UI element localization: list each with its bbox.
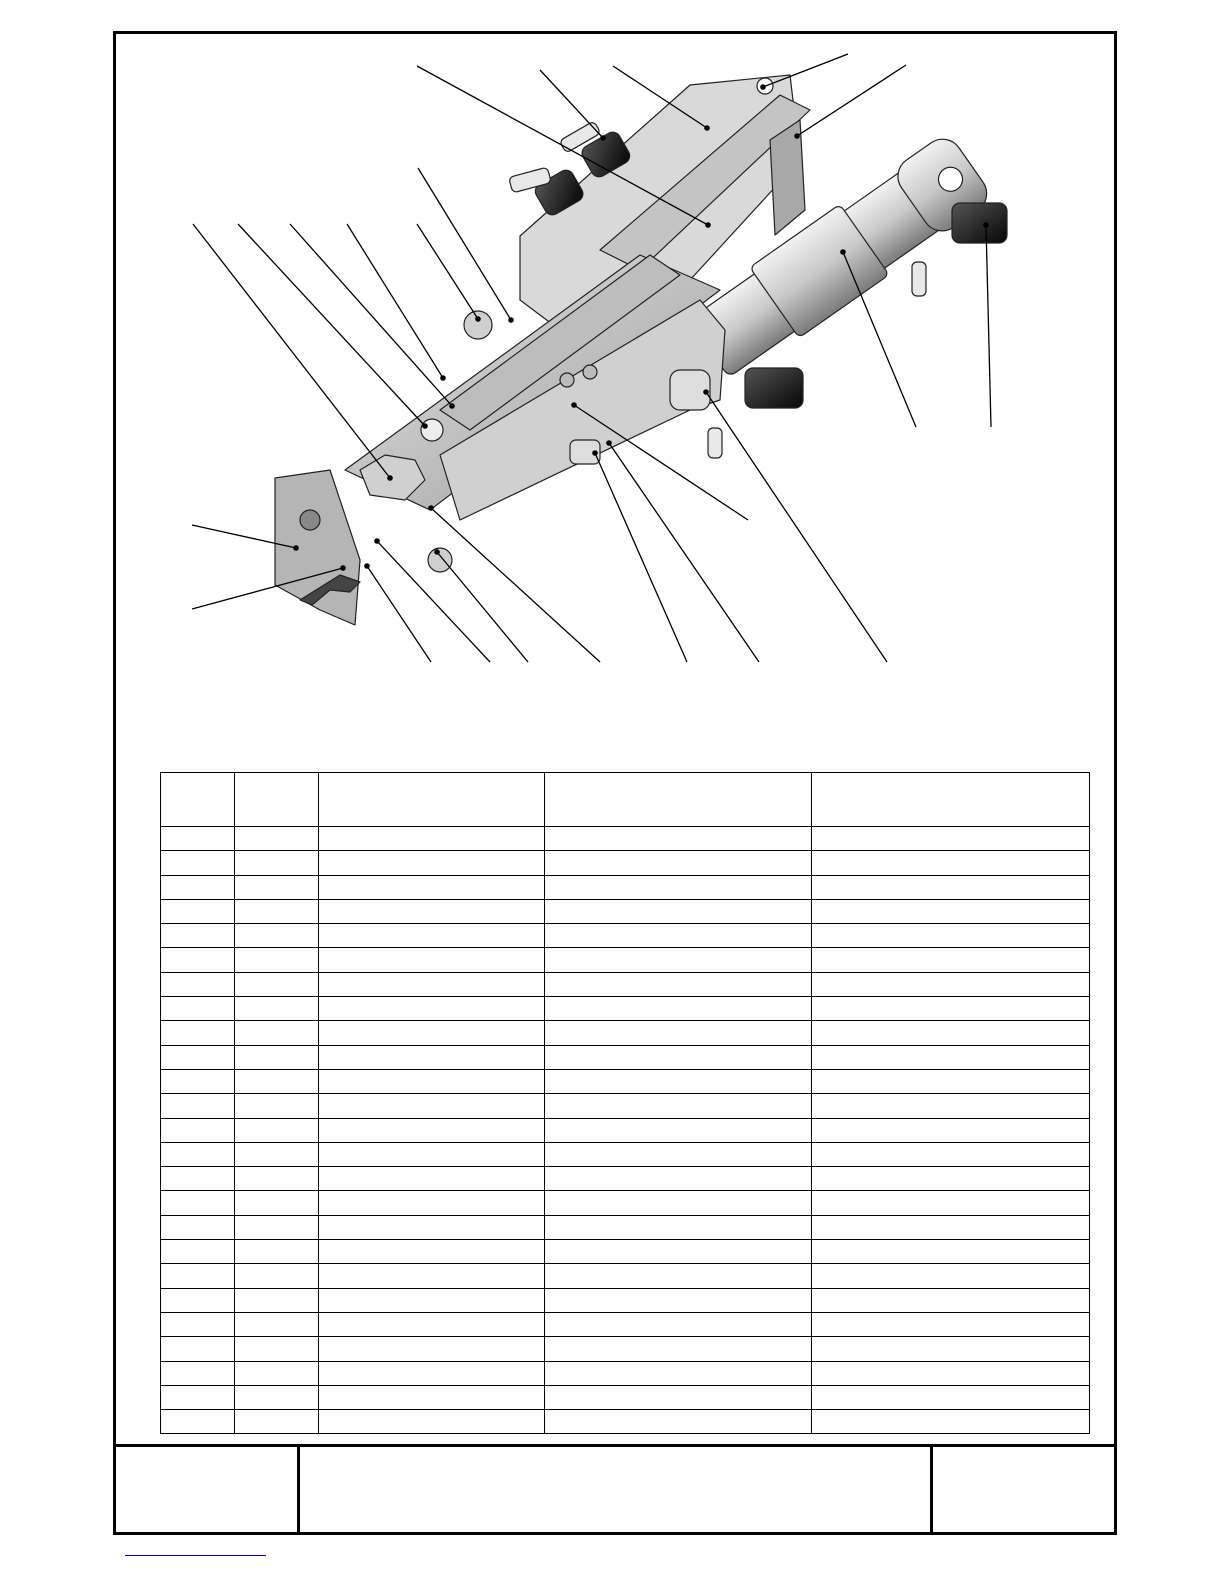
table-cell (812, 1142, 1090, 1166)
footer-link[interactable] (125, 1555, 266, 1556)
table-cell (161, 899, 235, 923)
title-block (113, 1444, 1117, 1535)
table-cell (319, 1094, 545, 1118)
title-block-right (933, 1447, 1114, 1535)
table-cell (235, 875, 319, 899)
table-cell (545, 899, 812, 923)
table-cell (319, 1240, 545, 1264)
title-block-left (113, 1447, 297, 1535)
table-cell (545, 1118, 812, 1142)
screw-head (464, 311, 492, 339)
table-row (161, 997, 1090, 1021)
table-cell (545, 1069, 812, 1093)
table-cell (319, 1142, 545, 1166)
table-cell (319, 1312, 545, 1336)
table-cell (545, 1142, 812, 1166)
table-cell (545, 875, 812, 899)
table-cell (235, 972, 319, 996)
table-cell (812, 1069, 1090, 1093)
table-cell (319, 827, 545, 851)
table-row (161, 1288, 1090, 1312)
table-cell (161, 1312, 235, 1336)
table-cell (161, 1361, 235, 1385)
table-cell (812, 875, 1090, 899)
table-cell (161, 924, 235, 948)
header-cell (545, 773, 812, 827)
table-cell (235, 924, 319, 948)
table-cell (161, 1191, 235, 1215)
table-cell (161, 851, 235, 875)
table-row (161, 1094, 1090, 1118)
table-cell (812, 1240, 1090, 1264)
parts-table-header-row (161, 773, 1090, 827)
table-row (161, 899, 1090, 923)
table-cell (319, 1167, 545, 1191)
table-cell (161, 1069, 235, 1093)
mounting-plate-side (770, 120, 805, 235)
table-cell (545, 1191, 812, 1215)
table-cell (161, 1045, 235, 1069)
table-cell (235, 1264, 319, 1288)
table-cell (161, 875, 235, 899)
table-cell (812, 1021, 1090, 1045)
table-cell (545, 851, 812, 875)
table-cell (545, 924, 812, 948)
assembly-drawing (0, 0, 1225, 760)
table-row (161, 924, 1090, 948)
table-row (161, 1069, 1090, 1093)
table-cell (545, 827, 812, 851)
table-row (161, 1118, 1090, 1142)
table-cell (161, 1337, 235, 1361)
table-cell (319, 1410, 545, 1434)
table-cell (235, 1312, 319, 1336)
table-cell (545, 1361, 812, 1385)
table-cell (545, 1264, 812, 1288)
table-cell (812, 1215, 1090, 1239)
table-cell (319, 1361, 545, 1385)
assembly-illustration (275, 75, 1007, 625)
table-row (161, 972, 1090, 996)
table-cell (812, 1288, 1090, 1312)
table-cell (161, 1142, 235, 1166)
table-cell (319, 851, 545, 875)
table-cell (319, 1215, 545, 1239)
table-cell (812, 827, 1090, 851)
table-cell (235, 1337, 319, 1361)
table-row (161, 1045, 1090, 1069)
table-cell (812, 1264, 1090, 1288)
table-cell (545, 1385, 812, 1409)
table-cell (235, 1410, 319, 1434)
table-row (161, 1240, 1090, 1264)
table-row (161, 1215, 1090, 1239)
table-cell (319, 1118, 545, 1142)
table-cell (161, 997, 235, 1021)
table-cell (812, 972, 1090, 996)
table-cell (161, 1167, 235, 1191)
table-cell (812, 1337, 1090, 1361)
table-cell (319, 1264, 545, 1288)
table-cell (545, 1094, 812, 1118)
end-bracket (275, 470, 360, 625)
table-row (161, 851, 1090, 875)
table-cell (161, 1094, 235, 1118)
table-row (161, 1191, 1090, 1215)
table-cell (545, 1410, 812, 1434)
table-cell (545, 1288, 812, 1312)
table-cell (161, 1021, 235, 1045)
table-cell (319, 948, 545, 972)
table-cell (319, 972, 545, 996)
table-row (161, 1312, 1090, 1336)
table-cell (545, 1312, 812, 1336)
table-cell (235, 1045, 319, 1069)
table-cell (812, 1118, 1090, 1142)
table-cell (235, 997, 319, 1021)
header-cell (812, 773, 1090, 827)
table-cell (319, 997, 545, 1021)
table-cell (161, 972, 235, 996)
table-cell (235, 948, 319, 972)
table-cell (812, 924, 1090, 948)
table-row (161, 1337, 1090, 1361)
screw-head (583, 365, 597, 379)
header-cell (319, 773, 545, 827)
table-row (161, 1021, 1090, 1045)
table-cell (812, 948, 1090, 972)
table-cell (545, 1337, 812, 1361)
table-cell (319, 924, 545, 948)
table-cell (161, 1385, 235, 1409)
table-cell (545, 1215, 812, 1239)
table-cell (812, 899, 1090, 923)
table-cell (812, 1191, 1090, 1215)
table-cell (545, 948, 812, 972)
table-cell (812, 1385, 1090, 1409)
table-cell (161, 1118, 235, 1142)
table-cell (161, 1410, 235, 1434)
table-cell (161, 1240, 235, 1264)
table-cell (161, 827, 235, 851)
table-cell (235, 1069, 319, 1093)
table-cell (812, 1045, 1090, 1069)
header-cell (235, 773, 319, 827)
table-cell (812, 1312, 1090, 1336)
table-cell (319, 1069, 545, 1093)
table-cell (319, 875, 545, 899)
table-cell (235, 1191, 319, 1215)
table-cell (319, 1191, 545, 1215)
table-cell (545, 1021, 812, 1045)
table-cell (235, 1094, 319, 1118)
table-cell (235, 1288, 319, 1312)
table-row (161, 827, 1090, 851)
pin (670, 370, 710, 410)
table-cell (545, 1167, 812, 1191)
table-cell (235, 1021, 319, 1045)
table-row (161, 1264, 1090, 1288)
table-cell (812, 1361, 1090, 1385)
screw-head (560, 373, 574, 387)
table-cell (161, 948, 235, 972)
screw-head (428, 548, 452, 572)
bracket-hole (300, 510, 320, 530)
table-cell (235, 1215, 319, 1239)
table-row (161, 1167, 1090, 1191)
table-cell (235, 1118, 319, 1142)
table-cell (812, 997, 1090, 1021)
table-cell (545, 972, 812, 996)
table-cell (235, 1385, 319, 1409)
table-cell (319, 899, 545, 923)
table-cell (812, 1410, 1090, 1434)
table-cell (319, 1337, 545, 1361)
table-row (161, 1385, 1090, 1409)
table-cell (235, 1167, 319, 1191)
title-block-center (300, 1447, 930, 1535)
table-cell (161, 1215, 235, 1239)
table-row (161, 875, 1090, 899)
parts-list-table (160, 772, 1090, 1434)
table-row (161, 1410, 1090, 1434)
table-cell (235, 851, 319, 875)
table-cell (319, 1021, 545, 1045)
table-cell (235, 1240, 319, 1264)
table-cell (235, 827, 319, 851)
table-row (161, 1142, 1090, 1166)
table-cell (235, 1361, 319, 1385)
table-cell (812, 1167, 1090, 1191)
table-cell (545, 997, 812, 1021)
table-cell (812, 1094, 1090, 1118)
table-row (161, 1361, 1090, 1385)
table-cell (161, 1264, 235, 1288)
table-cell (235, 1142, 319, 1166)
table-cell (235, 899, 319, 923)
screw-head (421, 419, 443, 441)
table-cell (545, 1045, 812, 1069)
table-cell (319, 1045, 545, 1069)
header-cell (161, 773, 235, 827)
table-cell (161, 1288, 235, 1312)
table-cell (319, 1385, 545, 1409)
table-row (161, 948, 1090, 972)
table-cell (812, 851, 1090, 875)
table-cell (319, 1288, 545, 1312)
table-cell (545, 1240, 812, 1264)
